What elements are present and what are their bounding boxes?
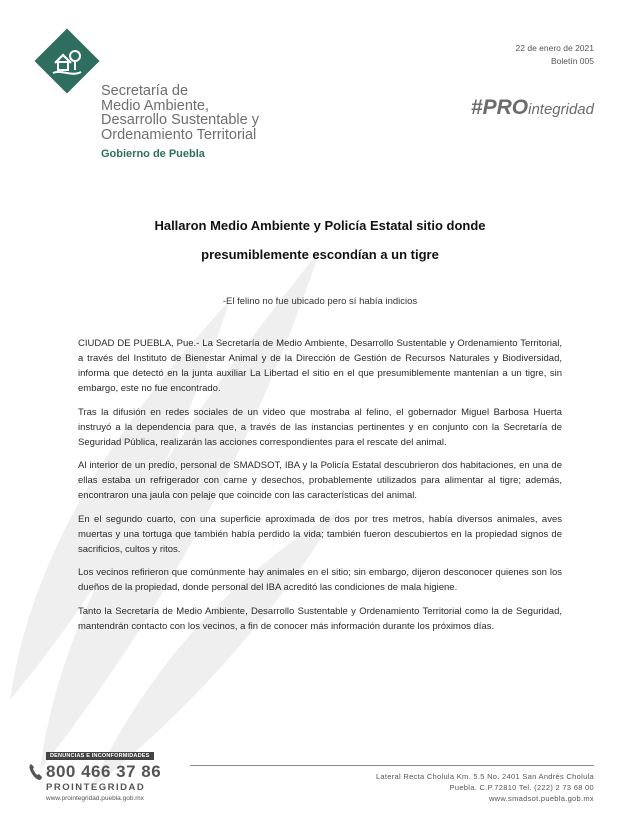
org-line: Desarrollo Sustentable y: [101, 112, 259, 129]
paragraph: CIUDAD DE PUEBLA, Pue.- La Secretaría de Medio Ambiente, Desarrollo Sustentable y Ordenamiento Territorial, a través del Instituto de Bienestar Animal y de la Dirección de Gestión de Recursos Naturales y Biodiversidad, informa que detectó en la junta auxiliar La Libertad el sitio en el que presumiblemente mantenían a un tigre, sin embargo, este no fue encontrado.: [78, 338, 562, 394]
hotline-brand: PROINTEGRIDAD: [46, 782, 146, 793]
phone-icon: [28, 763, 44, 781]
title-line: presumiblemente escondían a un tigre: [201, 247, 439, 262]
org-line: Secretaría de: [101, 83, 189, 99]
article-subtitle: -El felino no fue ubicado pero sí había indicios: [222, 296, 418, 307]
bulletin-meta: [516, 42, 594, 68]
footer-divider: [190, 765, 594, 766]
hotline-block: [28, 744, 178, 802]
paragraph: Tras la difusión en redes sociales de un video que mostraba al felino, el gobernador Miguel Barbosa Huerta instruyó a la dependencia para que, a través de las instancias pertinentes y en conjunto con la Secretaría de Seguridad Pública, realizarán las acciones correspondientes para el rescate del animal.: [78, 406, 562, 448]
title-line: Hallaron Medio Ambiente y Policía Estatal sitio donde: [154, 218, 486, 233]
prointegridad-hashtag: [471, 96, 594, 120]
secretaria-logo: [36, 30, 100, 94]
government-name: Gobierno de Puebla: [101, 148, 205, 160]
bulletin-date: 22 de enero de 2021: [515, 43, 594, 53]
hotline-url[interactable]: www.prointegridad.puebla.gob.mx: [46, 795, 144, 802]
hotline-number: 800 466 37 86: [46, 762, 162, 781]
paragraph: Los vecinos refirieron que comúnmente hay animales en el sitio; sin embargo, dijeron desconocer quienes son los dueños de la propiedad, donde personal del IBA acreditó las condiciones de mala higiene.: [78, 567, 562, 593]
bulletin-number: Boletín 005: [550, 56, 594, 66]
address-line: Lateral Recta Cholula Km. 5.5 No. 2401 San Andrés Cholula: [375, 772, 594, 781]
article-title: [60, 211, 580, 269]
footer-address: [376, 771, 594, 804]
hashtag-prefix: #: [470, 96, 483, 119]
house-tree-logo-icon: [49, 43, 85, 79]
website-link[interactable]: www.smadsot.puebla.gob.mx: [488, 794, 594, 803]
organization-name: [101, 84, 259, 142]
org-line: Ordenamiento Territorial: [101, 126, 257, 143]
hashtag-bold: PRO: [482, 96, 529, 119]
org-line: Medio Ambiente,: [101, 97, 210, 114]
hotline-phone-row: [28, 762, 178, 782]
paragraph: En el segundo cuarto, con una superficie aproximada de dos por tres metros, había diversos animales, aves muertas y una tortuga que también había perdido la vida; también fueron descubiertos en la propiedad signos de sacrificios, cultos y ritos.: [78, 513, 562, 555]
paragraph: Tanto la Secretaría de Medio Ambiente, Desarrollo Sustentable y Ordenamiento Territorial como la de Seguridad, mantendrán contacto con los vecinos, a fin de conocer más información durante los próximos días.: [78, 605, 562, 632]
hashtag-rest: integridad: [528, 101, 594, 118]
article-body: [78, 336, 562, 642]
paragraph: Al interior de un predio, personal de SMADSOT, IBA y la Policía Estatal descubrieron dos habitaciones, en una de ellas estaba un refrigerador con carne y desechos, probablemente utilizados para alimentar al tigre; además, encontraron una jaula con pelaje que coincide con las características del animal.: [78, 460, 562, 501]
hotline-label: DENUNCIAS E INCONFORMIDADES: [46, 752, 154, 760]
address-line: Puebla. C.P.72810 Tel. (222) 2 73 68 00: [449, 783, 594, 792]
